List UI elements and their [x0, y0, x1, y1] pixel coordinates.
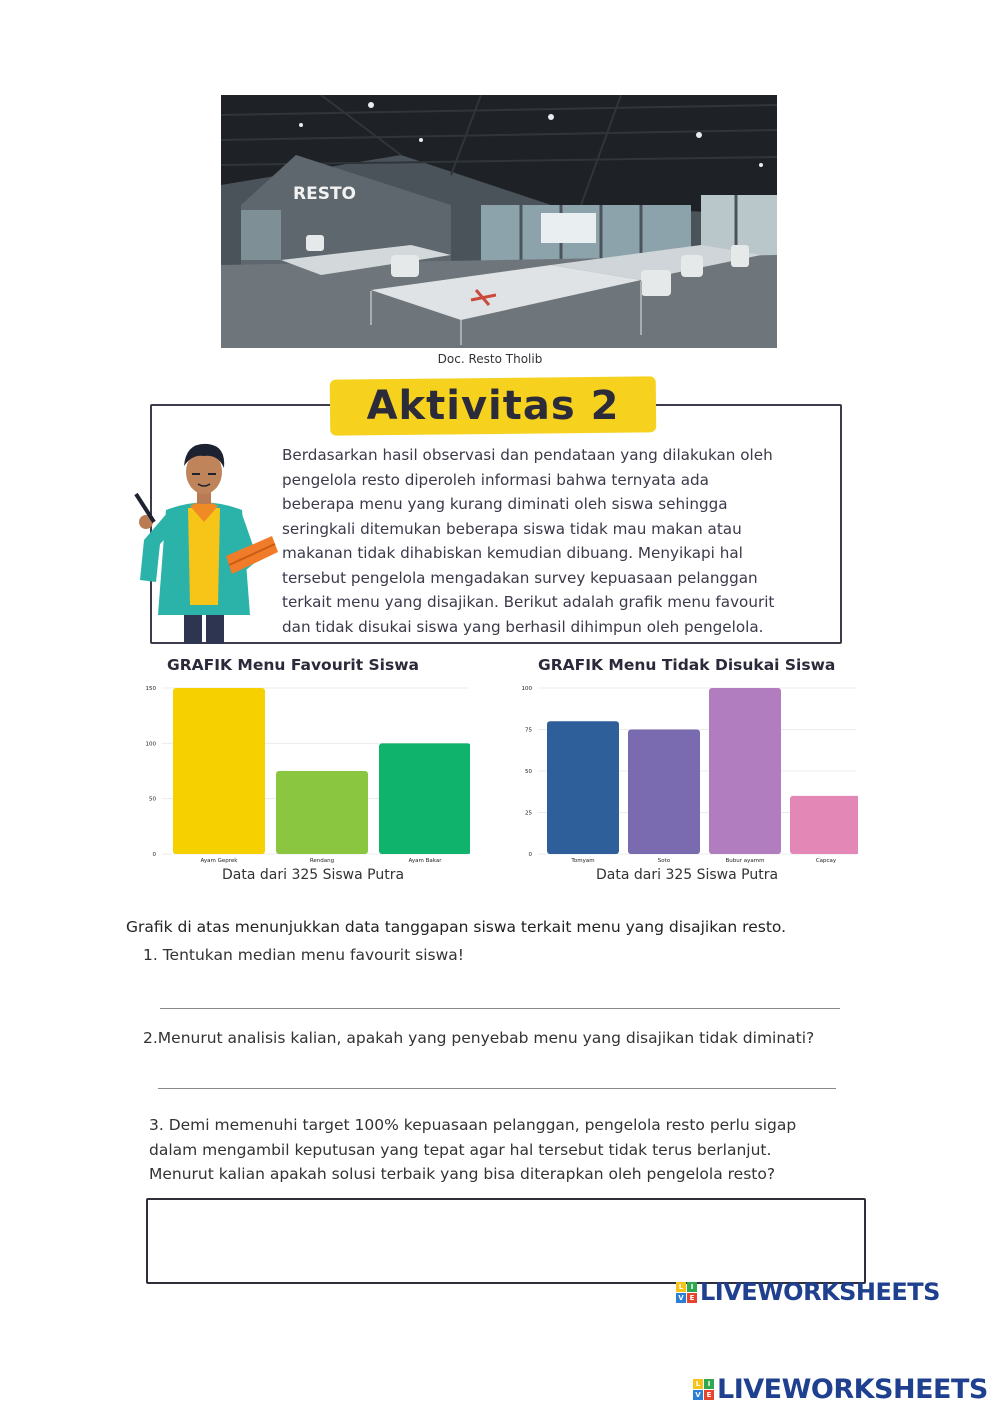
y-tick-label: 100: [145, 741, 156, 748]
x-tick-label: Ayam Bakar: [408, 858, 442, 864]
bar-tomyam: [547, 721, 619, 854]
y-tick-label: 50: [525, 769, 532, 775]
y-tick-label: 75: [525, 727, 532, 734]
activity-title: Aktivitas 2: [366, 383, 620, 429]
disliked-chart: [518, 680, 858, 864]
answer-line-1[interactable]: [160, 1008, 840, 1009]
question-3-line: 3. Demi memenuhi target 100% kepuasaan pelanggan, pengelola resto perlu sigap: [149, 1116, 797, 1134]
y-tick-label: 150: [145, 686, 156, 692]
paragraph-line: pengelola resto diperoleh informasi bahwa ternyata ada: [282, 470, 709, 489]
bar-rendang: [276, 771, 368, 854]
bar-capcay: [790, 796, 858, 854]
paragraph-line: dan tidak disukai siswa yang berhasil dihimpun oleh pengelola.: [282, 617, 764, 636]
x-tick-label: Tomyam: [571, 858, 595, 864]
x-tick-label: Capcay: [815, 858, 837, 864]
y-tick-label: 0: [528, 852, 532, 858]
logo-text: LIVEWORKSHEETS: [717, 1374, 988, 1405]
favourite-chart-note: Data dari 325 Siswa Putra: [222, 867, 405, 883]
activity-paragraph: [282, 443, 837, 639]
questions-intro: Grafik di atas menunjukkan data tanggapan siswa terkait menu yang disajikan resto.: [126, 918, 787, 936]
paragraph-line: makanan tidak dihabiskan kemudian dibuang. Menyikapi hal: [282, 544, 743, 562]
paragraph-line: terkait menu yang disajikan. Berikut adalah grafik menu favourit: [282, 593, 775, 611]
logo-mark-icon: L I V E: [676, 1282, 697, 1303]
logo-mark-icon: L I V E: [693, 1379, 714, 1400]
y-tick-label: 0: [152, 852, 156, 858]
resto-photo: [221, 95, 777, 348]
question-3-line: dalam mengambil keputusan yang tepat agar hal tersebut tidak terus berlanjut.: [149, 1140, 772, 1159]
bar-ayam-geprek: [173, 688, 265, 854]
x-tick-label: Bubur ayamm: [725, 858, 765, 864]
photo-caption: Doc. Resto Tholib: [437, 352, 543, 366]
x-tick-label: Ayam Geprek: [200, 858, 238, 864]
answer-box-3[interactable]: [146, 1198, 866, 1284]
disliked-chart-note: Data dari 325 Siswa Putra: [596, 867, 779, 883]
answer-line-2[interactable]: [158, 1088, 836, 1089]
question-3-line: Menurut kalian apakah solusi terbaik yang bisa diterapkan oleh pengelola resto?: [149, 1165, 776, 1183]
paragraph-line: Berdasarkan hasil observasi dan pendataan yang dilakukan oleh: [282, 446, 773, 464]
teacher-illustration: [126, 440, 286, 644]
disliked-chart-title: GRAFIK Menu Tidak Disukai Siswa: [538, 656, 836, 674]
question-3: [149, 1113, 796, 1187]
bar-ayam-bakar: [379, 743, 470, 854]
bar-soto: [628, 730, 700, 855]
x-tick-label: Rendang: [309, 858, 335, 864]
resto-sign-text: RESTO: [293, 184, 356, 204]
y-tick-label: 50: [149, 796, 156, 803]
favourite-chart: [140, 680, 470, 864]
y-tick-label: 100: [521, 686, 532, 692]
paragraph-line: beberapa menu yang kurang diminati oleh siswa sehingga: [282, 495, 728, 513]
question-2: 2.Menurut analisis kalian, apakah yang penyebab menu yang disajikan tidak diminati?: [143, 1029, 815, 1047]
question-1: 1. Tentukan median menu favourit siswa!: [143, 946, 464, 964]
liveworksheets-logo-footer: [693, 1374, 988, 1405]
paragraph-line: seringkali ditemukan beberapa siswa tidak mau makan atau: [282, 519, 742, 538]
paragraph-line: tersebut pengelola mengadakan survey kepuasaan pelanggan: [282, 568, 758, 587]
y-tick-label: 25: [525, 810, 532, 817]
logo-text: LIVEWORKSHEETS: [700, 1278, 940, 1306]
liveworksheets-logo: [676, 1278, 940, 1306]
bar-bubur-ayamm: [709, 688, 781, 854]
x-tick-label: Soto: [657, 858, 671, 864]
favourite-chart-title: GRAFIK Menu Favourit Siswa: [167, 656, 419, 674]
